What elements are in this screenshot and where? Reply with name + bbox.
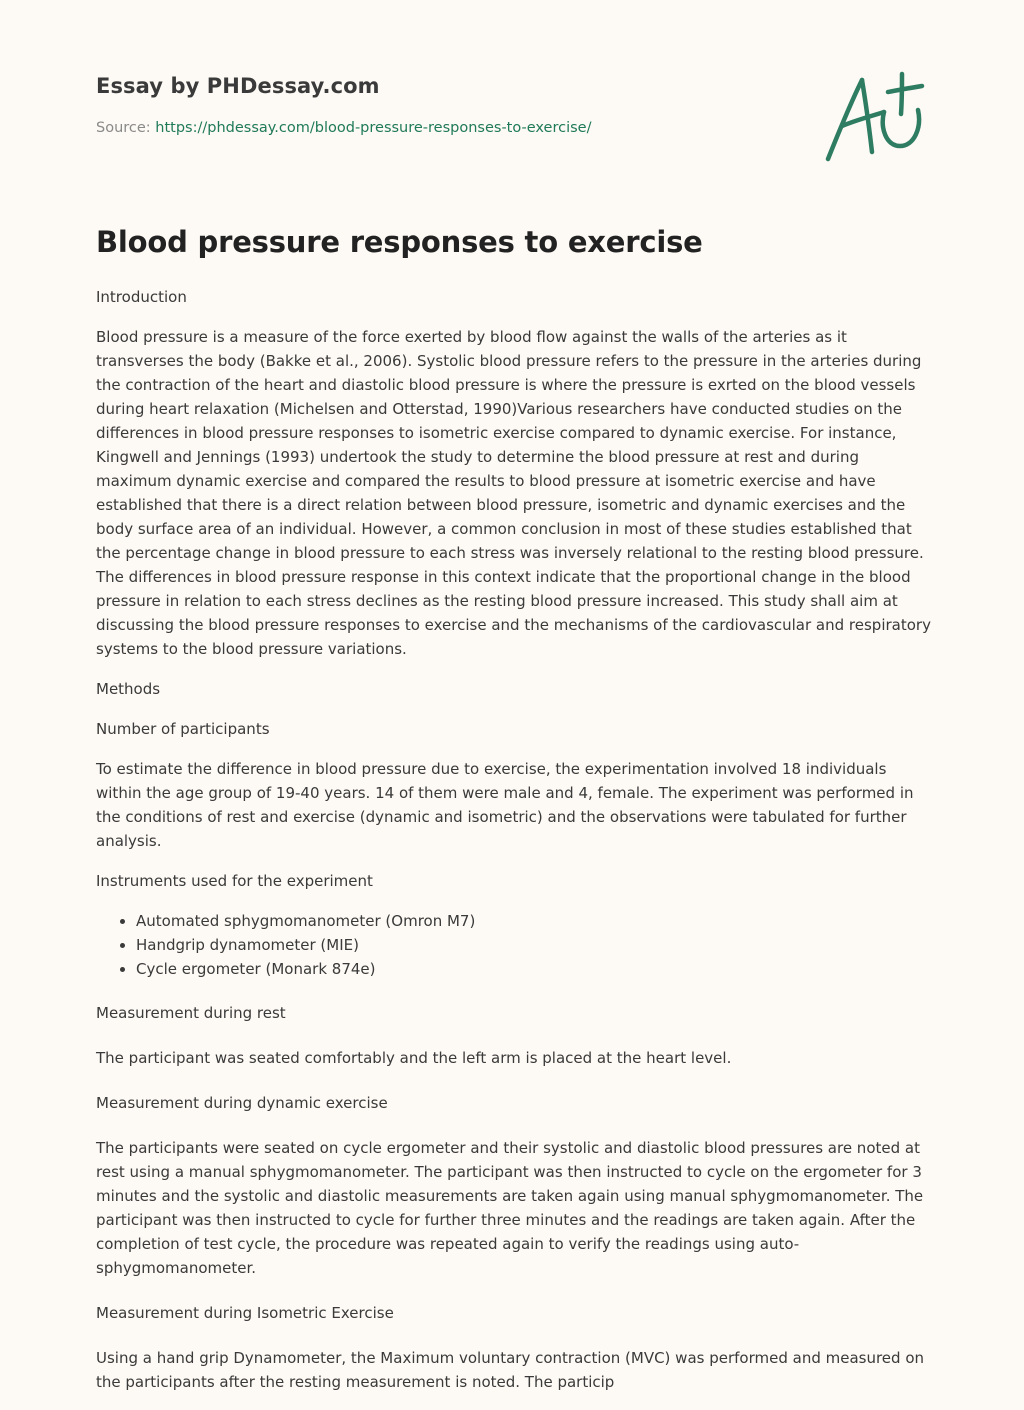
site-brand: Essay by PHDessay.com	[96, 74, 380, 98]
section-heading-participants: Number of participants	[96, 720, 270, 738]
section-heading-introduction: Introduction	[96, 288, 187, 306]
paragraph-rest: The participant was seated comfortably and the left arm is placed at the heart level.	[96, 1049, 732, 1067]
list-item: • Cycle ergometer (Monark 874e)	[136, 957, 934, 981]
paragraph-participants: To estimate the difference in blood pressure due to exercise, the experimentation involved 18 individuals within the age group of 19-40 years. 14 of them were male and 4, female. The experiment was performed in the conditions of rest and exercise (dynamic and isometric) and the observations were tabulated for further analysis.	[96, 760, 914, 850]
paragraph-dynamic: The participants were seated on cycle ergometer and their systolic and diastolic blood pressures are noted at rest using a manual sphygmomanometer. The participant was then instructed to cycle on the ergometer for 3 minutes and the systolic and diastolic measurements are taken again using manual sphygmomanometer. The participant was then instructed to cycle for further three minutes and the readings are taken again. After the completion of test cycle, the procedure was repeated again to verify the readings using auto-sphygmomanometer.	[96, 1139, 924, 1277]
section-heading-methods: Methods	[96, 680, 161, 698]
article-body	[96, 225, 934, 1410]
source-link[interactable]: https://phdessay.com/blood-pressure-responses-to-exercise/	[155, 120, 592, 136]
a-plus-logo-icon	[822, 66, 928, 166]
list-item: • Handgrip dynamometer (MIE)	[136, 933, 934, 957]
instrument-list	[96, 909, 934, 981]
paragraph-introduction: Blood pressure is a measure of the force exerted by blood flow against the walls of the arteries as it transverses the body (Bakke et al., 2006). Systolic blood pressure refers to the pressure in the arteries during the contraction of the heart and diastolic blood pressure is where the pressure is exrted on the blood vessels during heart relaxation (Michelsen and Otterstad, 1990)Various researchers have conducted studies on the differences in blood pressure responses to isometric exercise compared to dynamic exercise. For instance, Kingwell and Jennings (1993) undertook the study to determine the blood pressure at rest and during maximum dynamic exercise and compared the results to blood pressure at isometric exercise and have established that there is a direct relation between blood pressure, isometric and dynamic exercises and the body surface area of an individual. However, a common conclusion in most of these studies established that the percentage change in blood pressure to each stress was inversely relational to the resting blood pressure. The differences in blood pressure response in this context indicate that the proportional change in the blood pressure in relation to each stress declines as the resting blood pressure increased. This study shall aim at discussing the blood pressure responses to exercise and the mechanisms of the cardiovascular and respiratory systems to the blood pressure variations.	[96, 328, 931, 658]
list-item: • Automated sphygmomanometer (Omron M7)	[136, 909, 934, 933]
section-heading-isometric: Measurement during Isometric Exercise	[96, 1304, 394, 1322]
source-line	[96, 120, 816, 136]
source-label: Source:	[96, 120, 156, 136]
section-heading-rest: Measurement during rest	[96, 1004, 286, 1022]
article-title: Blood pressure responses to exercise	[96, 225, 703, 259]
section-heading-instruments: Instruments used for the experiment	[96, 872, 373, 890]
section-heading-dynamic: Measurement during dynamic exercise	[96, 1094, 388, 1112]
page-header	[96, 74, 816, 136]
paragraph-isometric: Using a hand grip Dynamometer, the Maximum voluntary contraction (MVC) was performed and measured on the participants after the resting measurement is noted. The particip	[96, 1349, 925, 1391]
